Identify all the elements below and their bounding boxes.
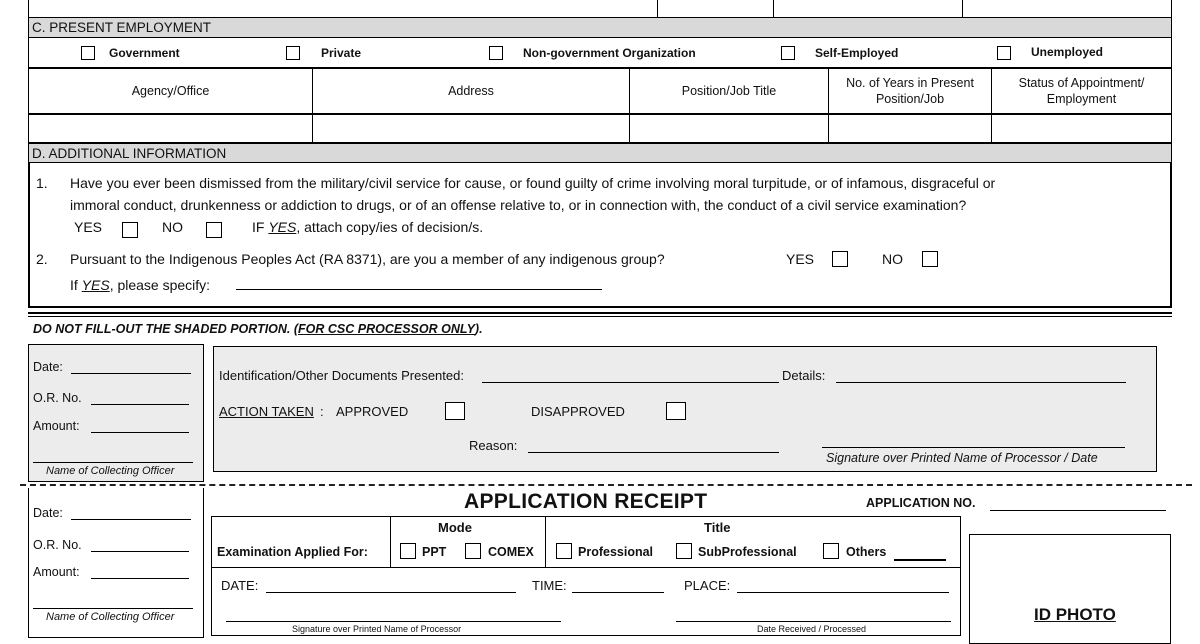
reason-label: Reason: [469,438,518,453]
separator-rule-thin [28,316,1172,317]
if-prefix: IF [252,219,269,235]
ngo-checkbox[interactable] [489,46,503,60]
notice-a: DO NOT FILL-OUT THE SHADED PORTION. ( [33,322,299,336]
id-photo-box[interactable] [969,534,1171,644]
exam-applied-label: Examination Applied For: [217,545,368,559]
q2-if-prefix: If [70,277,82,293]
disapproved-checkbox[interactable] [666,402,686,420]
q1-line2: immoral conduct, drunkenness or addiction to drugs, or of an offense relative to, or in connection with, the conduct of a civil service examination? [70,197,967,213]
section-d-header: D. ADDITIONAL INFORMATION [28,143,1172,163]
receipt-sig-label: Signature over Printed Name of Processor [292,624,462,634]
q2-yes-label: YES [786,251,815,267]
unemployed-label: Unemployed [1031,45,1104,59]
receipt-title: APPLICATION RECEIPT [464,490,708,513]
collecting-officer-label: Name of Collecting Officer [46,465,175,477]
id-photo-label: ID PHOTO [1034,605,1116,624]
col-years: No. of Years in Present Position/Job [829,69,992,113]
section-c-header: C. PRESENT EMPLOYMENT [28,17,1172,38]
col-status: Status of Appointment/ Employment [1018,76,1145,106]
exam-time-label: TIME: [532,578,567,593]
professional-label: Professional [578,545,654,559]
receipt-amount-label: Amount: [33,565,80,579]
q1-if-yes-note [252,216,483,238]
receipt-date-label: Date: [33,506,63,520]
subprofessional-label: SubProfessional [698,545,797,559]
col-agency: Agency/Office [29,69,313,113]
q2-no-label: NO [882,251,903,267]
agency-input[interactable] [29,115,313,143]
q1-line1: Have you ever been dismissed from the military/civil service for cause, or found guilty of crime involving moral turpitude, or of infamous, disgraceful or [70,175,996,191]
signature-label: Signature over Printed Name of Processor / Date [826,451,1098,465]
q2-if-yes-word: YES [81,277,110,293]
status-input[interactable] [992,115,1171,143]
receipt-date-received-label: Date Received / Processed [757,624,867,634]
q1-no-checkbox[interactable] [206,222,222,238]
approved-label: APPROVED [336,404,409,419]
q2-no-checkbox[interactable] [922,251,938,267]
details-line[interactable] [836,382,1126,383]
receipt-collecting-label: Name of Collecting Officer [46,611,175,623]
subprofessional-checkbox[interactable] [676,543,692,559]
q2-number: 2. [36,251,48,267]
comex-checkbox[interactable] [465,543,481,559]
payment-amount-line[interactable] [91,432,189,433]
app-no-line[interactable] [990,510,1166,511]
notice-b: FOR CSC PROCESSOR ONLY [298,322,475,336]
receipt-date-line[interactable] [71,519,191,520]
position-input[interactable] [630,115,829,143]
if-yes-word: YES [268,219,297,235]
additional-info-box [28,162,1172,308]
payment-date-label: Date: [33,360,63,374]
self-employed-checkbox[interactable] [781,46,795,60]
unemployed-checkbox[interactable] [997,46,1011,60]
exam-time-line[interactable] [572,592,664,593]
private-label: Private [321,46,362,60]
disapproved-label: DISAPPROVED [531,404,625,419]
others-label: Others [846,545,887,559]
q2-specify-line[interactable] [236,289,602,290]
notice-c: ). [474,322,483,336]
q2-text: Pursuant to the Indigenous Peoples Act (RA 8371), are you a member of any indigenous group? [70,251,665,267]
employment-type-row [28,38,1172,68]
years-input[interactable] [829,115,992,143]
comex-label: COMEX [488,545,534,559]
id-docs-line[interactable] [482,382,779,383]
receipt-date-received-line[interactable] [676,621,951,622]
payment-date-line[interactable] [71,373,191,374]
col-position: Position/Job Title [630,69,829,113]
q1-yes-label: YES [74,219,103,235]
if-suffix: , attach copy/ies of decision/s. [296,219,484,235]
col-address: Address [313,69,630,113]
id-docs-label: Identification/Other Documents Presented: [219,368,464,383]
processor-action-box [213,346,1157,472]
cut-line [20,484,1192,486]
processor-notice [33,322,483,336]
top-table-remnant [28,0,1172,17]
others-line[interactable] [894,559,946,561]
receipt-sig-line[interactable] [226,621,561,622]
exam-date-line[interactable] [266,592,516,593]
exam-place-line[interactable] [737,592,949,593]
action-colon: : [320,404,324,419]
ppt-label: PPT [422,545,447,559]
exam-date-label: DATE: [221,578,259,593]
payment-or-label: O.R. No. [33,391,82,405]
receipt-exam-box [211,516,961,636]
mode-label: Mode [438,520,472,535]
q2-if-yes-note [70,274,210,296]
payment-or-line[interactable] [91,404,189,405]
receipt-or-line[interactable] [91,551,189,552]
others-checkbox[interactable] [823,543,839,559]
payment-box [28,344,204,482]
government-checkbox[interactable] [81,46,95,60]
receipt-amount-line[interactable] [91,578,189,579]
q2-yes-checkbox[interactable] [832,251,848,267]
q2-if-suffix: , please specify: [109,277,211,293]
collecting-officer-line[interactable] [33,462,193,463]
receipt-collecting-line[interactable] [33,608,193,609]
exam-row-divider [212,567,960,568]
reason-line[interactable] [528,452,779,453]
q1-number: 1. [36,175,48,191]
separator-rule [28,312,1172,314]
private-checkbox[interactable] [286,46,300,60]
receipt-or-label: O.R. No. [33,538,82,552]
self-employed-label: Self-Employed [815,46,899,60]
approved-checkbox[interactable] [445,402,465,420]
payment-amount-label: Amount: [33,419,80,433]
exam-place-label: PLACE: [684,578,731,593]
professional-checkbox[interactable] [556,543,572,559]
address-input[interactable] [313,115,630,143]
ppt-checkbox[interactable] [400,543,416,559]
mode-divider-left [390,517,391,567]
ngo-label: Non-government Organization [523,46,696,60]
details-label: Details: [782,368,826,383]
title-col-label: Title [704,520,731,535]
government-label: Government [109,46,180,60]
receipt-payment-box [28,488,204,638]
signature-line[interactable] [822,447,1125,448]
action-taken-label: ACTION TAKEN [219,404,314,419]
q1-no-label: NO [162,219,183,235]
mode-divider-right [545,517,546,567]
app-no-label: APPLICATION NO. [866,496,976,510]
employment-table [28,67,1172,143]
q1-yes-checkbox[interactable] [122,222,138,238]
